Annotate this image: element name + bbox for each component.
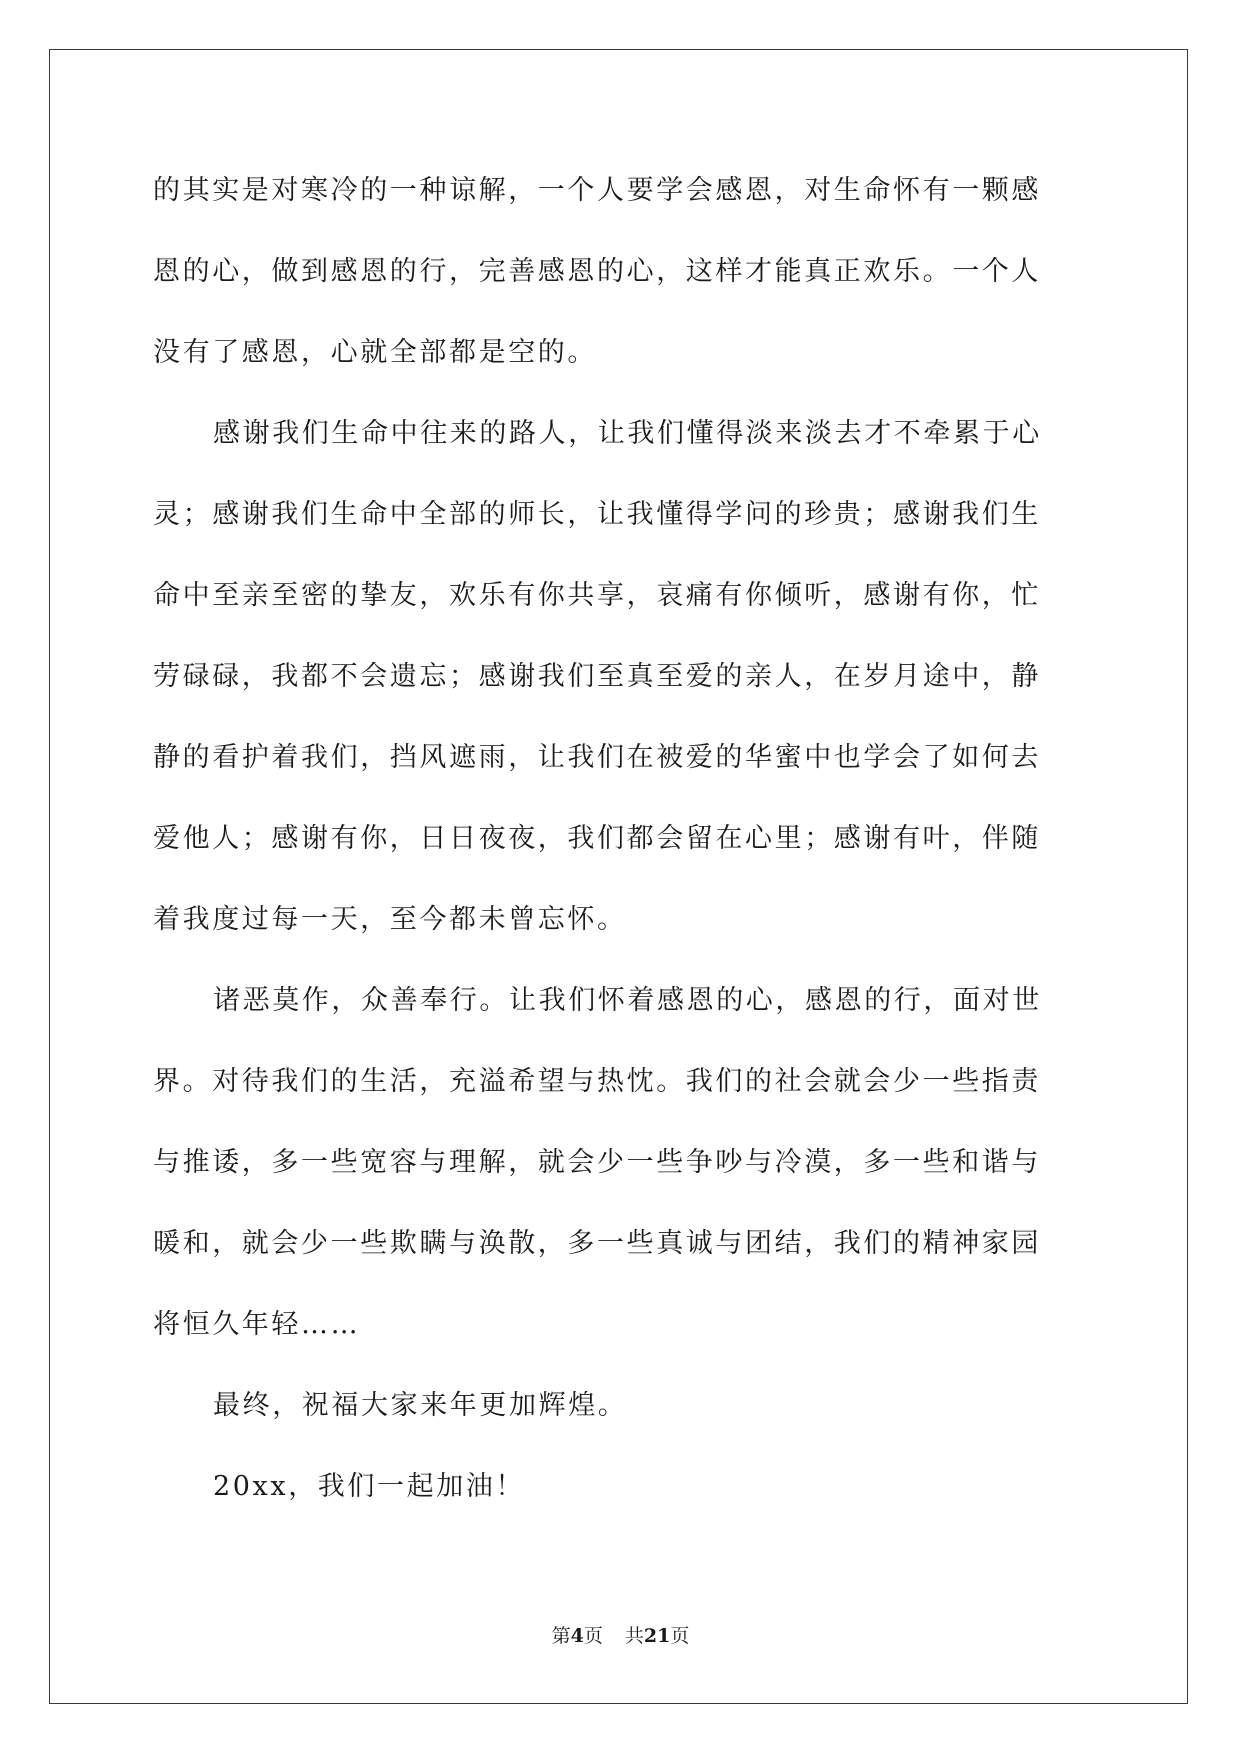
text-line: 界。对待我们的生活，充溢希望与热忱。我们的社会就会少一些指责 <box>153 1066 1041 1097</box>
page-prefix: 第 <box>551 1625 571 1647</box>
text-line: 恩的心，做到感恩的行，完善感恩的心，这样才能真正欢乐。一个人 <box>153 256 1041 287</box>
paragraph-1 <box>153 159 1093 402</box>
text-line: 没有了感恩，心就全部都是空的。 <box>153 337 597 368</box>
page-suffix: 页 <box>583 1625 603 1647</box>
text-line: 静的看护着我们，挡风遮雨，让我们在被爱的华蜜中也学会了如何去 <box>153 742 1041 773</box>
text-line: 最终，祝福大家来年更加辉煌。 <box>213 1390 628 1421</box>
text-line: 暖和，就会少一些欺瞒与涣散，多一些真诚与团结，我们的精神家园 <box>153 1228 1041 1259</box>
current-page-number: 4 <box>570 1625 584 1647</box>
text-line: 命中至亲至密的挚友，欢乐有你共享，哀痛有你倾听，感谢有你，忙 <box>153 580 1041 611</box>
text-line: 劳碌碌，我都不会遗忘；感谢我们至真至爱的亲人，在岁月途中，静 <box>153 661 1041 692</box>
text-line: 灵；感谢我们生命中全部的师长，让我懂得学问的珍贵；感谢我们生 <box>153 499 1041 530</box>
text-line: 爱他人；感谢有你，日日夜夜，我们都会留在心里；感谢有叶，伴随 <box>153 823 1041 854</box>
paragraph-5 <box>153 1455 1093 1536</box>
total-prefix: 共 <box>624 1625 644 1647</box>
text-line: 感谢我们生命中往来的路人，让我们懂得淡来淡去才不牵累于心 <box>213 418 1042 449</box>
paragraph-4 <box>153 1374 1093 1455</box>
page-number-footer <box>0 1623 1241 1649</box>
text-line: 与推诿，多一些宽容与理解，就会少一些争吵与冷漠，多一些和谐与 <box>153 1147 1041 1178</box>
paragraph-3 <box>153 969 1093 1374</box>
text-line: 20xx，我们一起加油！ <box>213 1471 526 1502</box>
paragraph-2 <box>153 402 1093 969</box>
text-line: 的其实是对寒冷的一种谅解，一个人要学会感恩，对生命怀有一颗感 <box>153 175 1041 206</box>
text-line: 将恒久年轻…… <box>153 1309 361 1340</box>
total-page-count: 21 <box>643 1625 671 1647</box>
total-suffix: 页 <box>670 1625 690 1647</box>
text-line: 着我度过每一天，至今都未曾忘怀。 <box>153 904 627 935</box>
text-line: 诸恶莫作，众善奉行。让我们怀着感恩的心，感恩的行，面对世 <box>213 985 1042 1016</box>
document-body <box>153 159 1093 1536</box>
